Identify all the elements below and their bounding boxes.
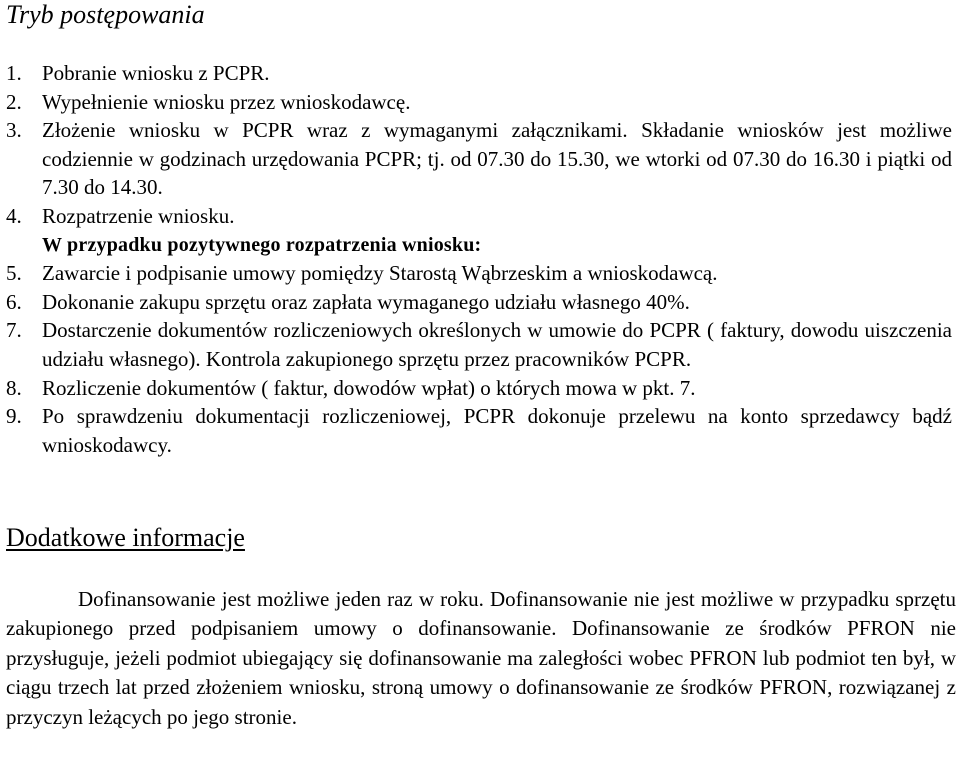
step-number: 4. bbox=[6, 203, 22, 228]
step-text: Rozliczenie dokumentów ( faktur, dowodów wpłat) o których mowa w pkt. 7. bbox=[42, 375, 696, 400]
list-item-step-7 bbox=[6, 316, 952, 373]
step-number: 3. bbox=[6, 118, 22, 143]
list-item-step-3 bbox=[6, 116, 952, 202]
step-number: 6. bbox=[6, 289, 22, 314]
page-title: Tryb postępowania bbox=[6, 0, 205, 29]
step-text: Pobranie wniosku z PCPR. bbox=[42, 61, 270, 85]
step-number: 1. bbox=[6, 61, 22, 85]
list-item-step-6 bbox=[6, 288, 952, 317]
step-text: Po sprawdzeniu dokumentacji rozliczeniowej, PCPR dokonuje przelewu na konto sprzedawcy bądź wnioskodawcy. bbox=[42, 404, 952, 457]
step-number: 5. bbox=[6, 261, 22, 286]
list-item-step-9 bbox=[6, 402, 952, 459]
procedure-steps-list bbox=[6, 59, 952, 459]
step-number: 2. bbox=[6, 89, 22, 114]
step-number: 7. bbox=[6, 318, 22, 343]
step-text: Złożenie wniosku w PCPR wraz z wymaganymi załącznikami. Składanie wniosków jest możliwe codziennie w godzinach urzędowania PCPR; tj. od 07.30 do 15.30, we wtorki od 07.30 do 16.30 i piątki od 7.30 do 14.30. bbox=[42, 118, 952, 200]
step-text: Rozpatrzenie wniosku. bbox=[42, 203, 235, 228]
positive-outcome-heading: W przypadku pozytywnego rozpatrzenia wniosku: bbox=[42, 233, 482, 256]
additional-info-paragraph: Dofinansowanie jest możliwe jeden raz w roku. Dofinansowanie nie jest możliwe w przypadku sprzętu zakupionego przed podpisaniem umowy o dofinansowanie. Dofinansowanie ze środków PFRON nie przysługuje, jeżeli podmiot ubiegający się dofinansowanie ma zaległości wobec PFRON lub podmiot ten był, w ciągu trzech lat przed złożeniem wniosku, stroną umowy o dofinansowanie ze środków PFRON, rozwiązanej z przyczyn leżących po jego stronie. bbox=[6, 587, 956, 729]
step-text: Zawarcie i podpisanie umowy pomiędzy Starostą Wąbrzeskim a wnioskodawcą. bbox=[42, 261, 718, 286]
list-item-step-4 bbox=[6, 202, 952, 231]
additional-info-heading: Dodatkowe informacje bbox=[6, 523, 245, 552]
list-item-step-5 bbox=[6, 259, 952, 288]
step-text: Dostarczenie dokumentów rozliczeniowych określonych w umowie do PCPR ( faktury, dowodu uiszczenia udziału własnego). Kontrola zakupionego sprzętu przez pracowników PCPR. bbox=[42, 318, 952, 371]
list-item-step-1 bbox=[6, 59, 952, 88]
step-text: Wypełnienie wniosku przez wnioskodawcę. bbox=[42, 89, 411, 114]
list-item-step-2 bbox=[6, 88, 952, 117]
step-number: 9. bbox=[6, 404, 22, 429]
step-number: 8. bbox=[6, 375, 22, 400]
list-item-step-8 bbox=[6, 374, 952, 403]
step-text: Dokonanie zakupu sprzętu oraz zapłata wymaganego udziału własnego 40%. bbox=[42, 289, 690, 314]
